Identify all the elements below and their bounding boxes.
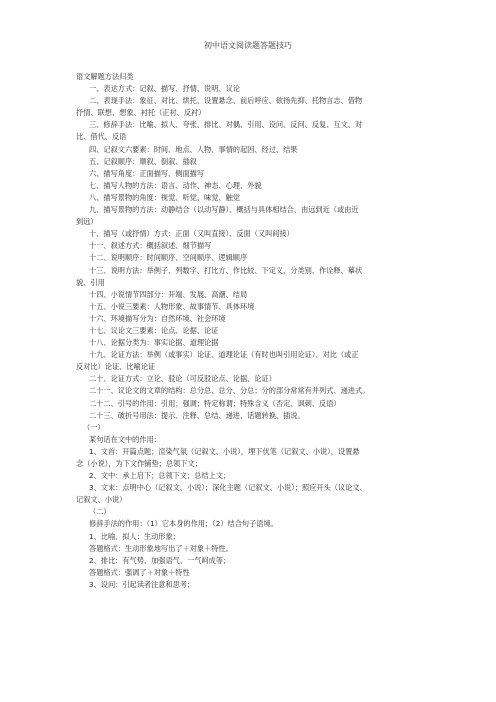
text-line: 一、表达方式：记叙、描写、抒情、说明、议论: [89, 84, 240, 94]
text-line: 十二、说明顺序：时间顺序、空间顺序、逻辑顺序: [89, 253, 248, 263]
text-line: 四、记叙文六要素：时间、地点、人物、事情的起因、经过、结果: [89, 144, 298, 154]
text-line: 3、设问：引起读者注意和思考；: [89, 579, 195, 589]
text-line: 八、描写景物的角度：视觉、听觉、味觉、触觉: [89, 192, 240, 202]
text-line: 2、排比：有气势、加强语气、一气呵成等；: [89, 555, 231, 565]
text-line: 二十、论证方式：立论、驳论（可反驳论点、论据、论证）: [89, 374, 276, 384]
text-line: 1、比喻、拟人：生动形象；: [89, 531, 180, 541]
text-line: 六、描写角度：正面描写、侧面描写: [89, 168, 205, 178]
text-line: 十六、环境描写分为：自然环境、社会环境: [89, 313, 226, 323]
text-line: 修辞手法的作用：（1）它本身的作用；（2）结合句子语境。: [89, 519, 278, 529]
text-line: 五、记叙顺序：顺叙、倒叙、插叙: [89, 156, 197, 166]
text-line: 抒情、联想、想象、衬托（正衬、反衬）: [76, 108, 206, 118]
page-title: 初中语文阅读题答题技巧: [204, 41, 292, 50]
text-line: （一）: [83, 422, 105, 432]
text-line: （二）: [89, 507, 111, 517]
text-line: 三、修辞手法：比喻、拟人、夸张、排比、对偶、引用、设问、反问、反复、互文、对: [89, 120, 363, 130]
text-line: 1、文首：开篇点题；渲染气氛（记叙文、小说），埋下伏笔（记叙文、小说），设置悬: [89, 446, 360, 456]
text-line: 反对比）论证、比喻论证: [76, 362, 156, 372]
text-line: 二十二、引号的作用：引用；强调；特定称谓；特殊含义（否定、讽刺、反语）: [89, 398, 341, 408]
text-line: 十四、小说情节四部分：开端、发展、高潮、结局: [89, 289, 248, 299]
text-line: 十三、说明方法：举例子、列数字、打比方、作比较、下定义、分类别、作诠释、摹状: [89, 265, 363, 275]
text-line: 答题格式：强调了＋对象＋特性: [89, 567, 190, 577]
text-line: 十、描写（或抒情）方式：正面（又叫直接）、反面（又叫间接）: [89, 229, 294, 239]
text-line: 十九、论证方法：举例（或事实）论证、道理论证（有时也叫引用论证）、对比（或正: [89, 350, 359, 360]
text-line: 二十一、议论文的文章的结构：总分总、总分、分总；分的部分常常有并列式、递进式。: [89, 386, 370, 396]
text-line: 某句话在文中的作用：: [89, 434, 161, 444]
text-line: 2、文中：承上启下；总领下文；总结上文；: [89, 471, 231, 481]
text-line: 十七、议论文三要素：论点、论据、论证: [89, 325, 219, 335]
text-line: 十八、论据分类为：事实论据、道理论据: [89, 338, 219, 348]
text-line: 记叙文、小说）: [76, 495, 127, 505]
text-line: 比、借代、反语: [76, 132, 127, 142]
text-line: 十一、叙述方式：概括叙述、细节描写: [89, 241, 212, 251]
text-line: 答题格式：生动形象地写出了＋对象＋特性。: [89, 543, 233, 553]
text-line: 二、表现手法：象征、对比、烘托、设置悬念、前后呼应、欲扬先抑、托物言志、借物: [89, 96, 363, 106]
text-line: 语文解题方法归类: [76, 72, 134, 81]
text-line: 七、描写人物的方法：语言、动作、神态、心理、外貌: [89, 180, 262, 190]
text-line: 到远）: [76, 217, 98, 227]
text-line: 貌、引用: [76, 277, 105, 287]
text-line: 二十三、破折号用法：提示、注释、总结、递进、话题转换、插说。: [89, 410, 305, 420]
text-line: 念（小说），为下文作铺垫；总领下文；: [76, 459, 202, 468]
text-line: 九、描写景物的方法：动静结合（以动写静）、概括与具体相结合、由远到近（或由近: [89, 205, 359, 215]
document-body: [76, 71, 420, 591]
text-line: 十五、小说三要素：人物形象、故事情节、具体环境: [89, 301, 255, 311]
text-line: 3、文末：点明中心（记叙文、小说）；深化主题（记叙文、小说）；照应开头（议论文、: [89, 483, 367, 493]
